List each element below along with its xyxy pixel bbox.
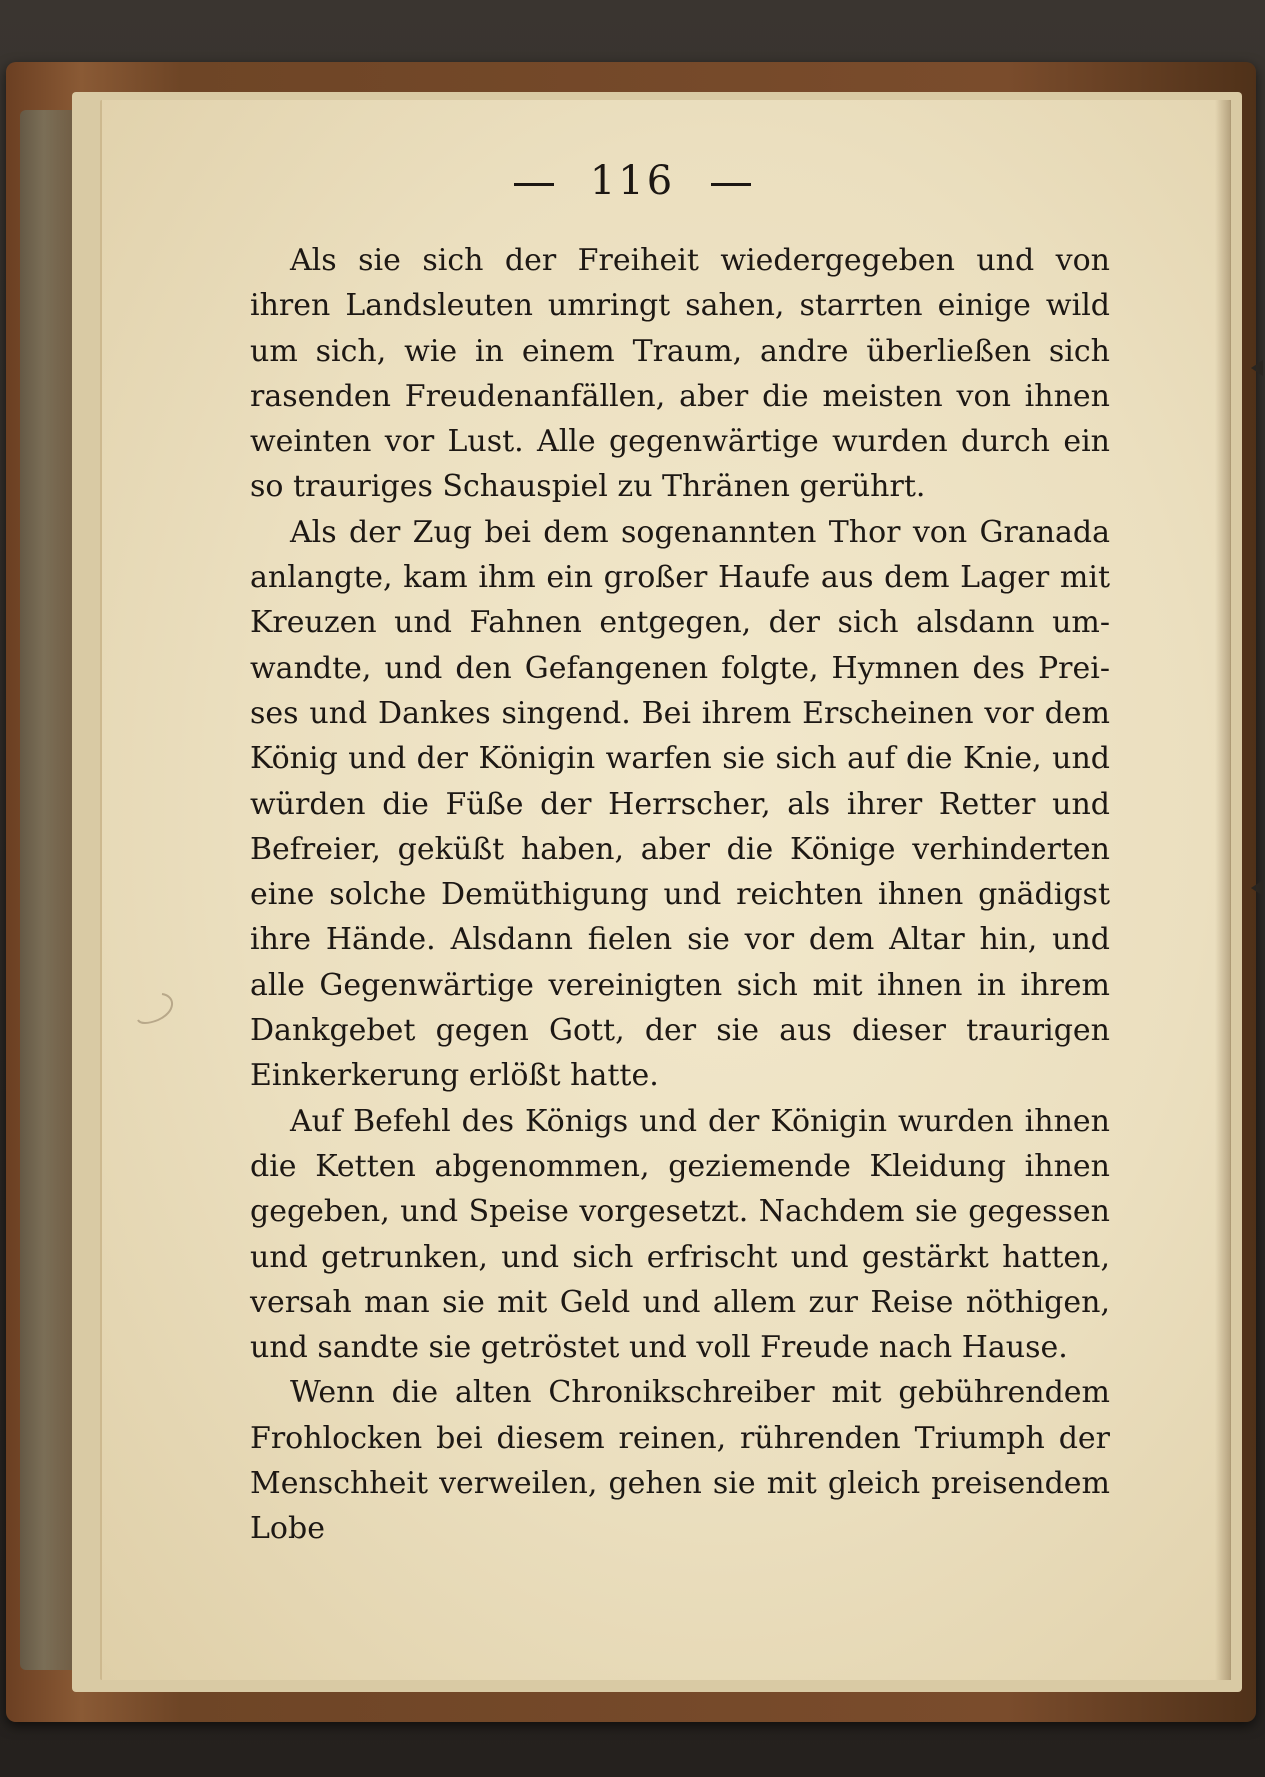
page-number-header — [0, 158, 1265, 204]
page-number: 116 — [589, 158, 676, 204]
cover-edge — [20, 110, 80, 1670]
page-gutter-shadow — [1215, 100, 1231, 1680]
pencil-mark-icon — [132, 990, 180, 1030]
paragraph-4: Wenn die alten Chronikschreiber mit gebührendem Frohlocken bei diesem reinen, rührenden Triumph der Menschheit verweilen, gehen sie mit gleich preisendem Lobe — [250, 1375, 1110, 1547]
dash-left — [514, 183, 554, 186]
dash-right — [711, 183, 751, 186]
page-edge-marker-icon — [1251, 360, 1263, 376]
page-edge-marker-icon — [1251, 880, 1263, 896]
text-block — [250, 238, 1110, 1552]
paragraph-3: Auf Befehl des Königs und der Königin wurden ihnen die Ketten abgenommen, geziemende Kleidung ihnen gegeben, und Speise vorgesetzt. Nachdem sie gegessen und getrunken, und sich erfrischt und gestärkt hatten, versah man sie mit Geld und allem zur Reise nöthigen, und sandte sie getröstet und voll Freude nach Hause. — [250, 1103, 1110, 1366]
paragraph-2: Als der Zug bei dem sogenannten Thor von Granada anlangte, kam ihm ein großer Haufe aus dem Lager mit Kreuzen und Fahnen entgegen, der sich alsdann umwandte, und den Gefangenen folgte, Hymnen des Preises und Dankes singend. Bei ihrem Erscheinen vor dem König und der Königin warfen sie sich auf die Knie, und würden die Füße der Herrscher, als ihrer Retter und Befreier, geküßt haben, aber die Könige verhinderten eine solche Demüthigung und reichten ihnen gnädigst ihre Hände. Alsdann fielen sie vor dem Altar hin, und alle Gegenwärtige vereinigten sich mit ihnen in ihrem Dankgebet gegen Gott, der sie aus dieser traurigen Einkerkerung erlößt hatte. — [250, 514, 1110, 1094]
paragraph-1: Als sie sich der Freiheit wiedergegeben und von ihren Landsleuten umringt sahen, starrten einige wild um sich, wie in einem Traum, andre überließen sich rasenden Freudenanfällen, aber die meisten von ihnen weinten vor Lust. Alle gegenwärtige wurden durch ein so trauriges Schauspiel zu Thränen gerührt. — [250, 243, 1110, 505]
